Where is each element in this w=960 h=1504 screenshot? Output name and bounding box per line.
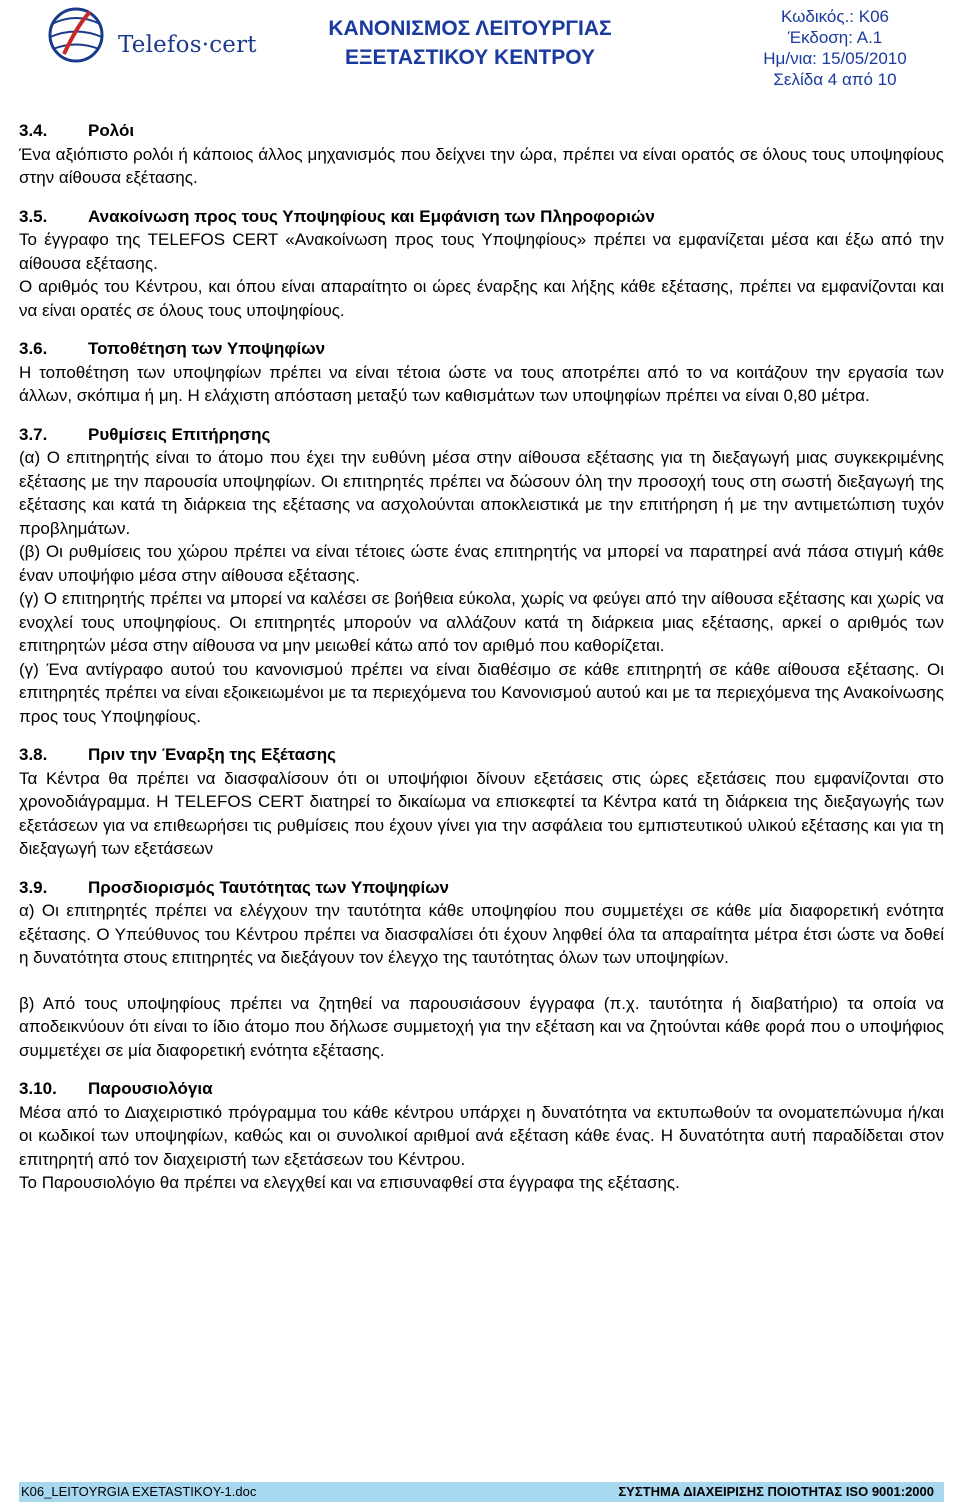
section-number: 3.8. bbox=[19, 745, 48, 764]
section-title: Προσδιορισμός Ταυτότητας των Υποψηφίων bbox=[88, 877, 450, 897]
paragraph: Το Παρουσιολόγιο θα πρέπει να ελεγχθεί και να επισυναφθεί στα έγγραφα της εξέτασης. bbox=[19, 1173, 680, 1192]
section-heading bbox=[19, 119, 944, 143]
section-heading bbox=[19, 337, 944, 361]
paragraph: (α) Ο επιτηρητής είναι το άτομο που έχει την ευθύνη μέσα στην αίθουσα εξέτασης για τη διεξαγωγή μιας συγκεκριμένης εξέτασης με την παρουσία υποψηφίων. Οι επιτηρητές πρέπει να δώσουν όλη την προσοχή τους στη σωστή διεξαγωγή της εξέτασης και κατά τη διάρκεια της εξέτασης να ασχολούνται αποκλειστικά με την επιτήρηση ή με την αντιμετώπιση τυχόν προβλημάτων. bbox=[19, 448, 944, 538]
paragraph: Ένα αξιόπιστο ρολόι ή κάποιος άλλος μηχανισμός που δείχνει την ώρα, πρέπει να είναι ορατός σε όλους τους υποψηφίους στην αίθουσα εξέτασης. bbox=[19, 144, 944, 187]
paragraph: Τα Κέντρα θα πρέπει να διασφαλίσουν ότι οι υποψήφιοι δίνουν εξετάσεις στις ώρες εξετάσεις που εμφανίζονται στο χρονοδιάγραμμα. Η TELEFOS CERT διατηρεί το δικαίωμα να επισκεφτεί τα Κέντρα κατά τη διάρκεια της διεξαγωγής των εξετάσεων για να επιθεωρήσει τις ρυθμίσεις που έχουν γίνει για την ασφάλεια του εμπιστευτικού υλικού εξέτασης και για τη διεξαγωγή των εξετάσεων bbox=[19, 768, 944, 858]
section-number: 3.10. bbox=[19, 1079, 57, 1098]
globe-logo-icon bbox=[38, 4, 118, 66]
section-number: 3.9. bbox=[19, 877, 48, 897]
section-title: Παρουσιολόγια bbox=[88, 1079, 213, 1098]
paragraph: α) Οι επιτηρητές πρέπει να ελέγχουν την ταυτότητα κάθε υποψηφίου που συμμετέχει σε κάθε μία διαφορετική ενότητα εξέτασης. Ο Υπεύθυνος του Κέντρου πρέπει να διασφαλίσει ότι έχουν ληφθεί όλα τα απαραίτητα μέτρα έτσι ώστε να δοθεί η δυνατότητα στους επιτηρητές να διεξάγουν τον έλεγχο της ταυτότητας όλων των υποψηφίων. bbox=[19, 901, 944, 967]
section-title: Ρυθμίσεις Επιτήρησης bbox=[88, 424, 271, 444]
logo-text: Telefos·cert bbox=[118, 32, 257, 58]
paragraph: β) Από τους υποψηφίους πρέπει να ζητηθεί να παρουσιάσουν έγγραφα (π.χ. ταυτότητα ή διαβατήριο) τα οποία να αποδεικνύουν ότι είναι το ίδιο άτομο που δήλωσε συμμετοχή για την εξέταση και να ζητούνται κάθε φορά που ο υποψήφιος συμμετέχει σε μία διαφορετική ενότητα εξέτασης. bbox=[19, 993, 944, 1060]
document-date: Ημ/νια: 15/05/2010 bbox=[763, 49, 907, 68]
document-edition: Έκδοση: Α.1 bbox=[787, 28, 883, 47]
section-3-10 bbox=[19, 1077, 944, 1195]
section-heading bbox=[19, 205, 944, 229]
paragraph: Το έγγραφο της TELEFOS CERT «Ανακοίνωση προς τους Υποψηφίους» πρέπει να εμφανίζεται μέσα και έξω από την αίθουσα εξέτασης. bbox=[19, 230, 944, 273]
paragraph: Μέσα από το Διαχειριστικό πρόγραμμα του κάθε κέντρου υπάρχει η δυνατότητα να εκτυπωθούν τα ονοματεπώνυμα ή/και οι κωδικοί των υποψηφίων, καθώς και οι συνολικοί αριθμοί ανά εξέταση κάθε ένας. Η δυνατότητα αυτή παραδίδεται στον επιτηρητή από τον διαχειριστή των εξετάσεων του Κέντρου. bbox=[19, 1102, 944, 1169]
page-number: Σελίδα 4 από 10 bbox=[773, 70, 897, 89]
section-heading bbox=[19, 743, 944, 767]
document-meta bbox=[720, 6, 950, 90]
telefos-cert-logo bbox=[38, 4, 257, 66]
section-heading bbox=[19, 876, 944, 900]
footer-filename: K06_LEITOYRGIA EXETASTIKOY-1.doc bbox=[21, 1484, 257, 1499]
section-number: 3.7. bbox=[19, 424, 48, 444]
section-heading bbox=[19, 1077, 944, 1101]
footer-system: ΣΥΣΤΗΜΑ ΔΙΑΧΕΙΡΙΣΗΣ ΠΟΙΟΤΗΤΑΣ ISO 9001:2000 bbox=[618, 1484, 934, 1499]
title-line-1: ΚΑΝΟΝΙΣΜΟΣ ΛΕΙΤΟΥΡΓΙΑΣ bbox=[328, 17, 612, 40]
page-header bbox=[0, 0, 960, 89]
section-3-8 bbox=[19, 743, 944, 861]
section-title: Ρολόι bbox=[88, 121, 135, 140]
page-footer bbox=[19, 1482, 944, 1502]
section-number: 3.4. bbox=[19, 121, 48, 140]
paragraph: (γ) Ένα αντίγραφο αυτού του κανονισμού πρέπει να είναι διαθέσιμο σε κάθε επιτηρητή σε κάθε αίθουσα εξέτασης. Οι επιτηρητές πρέπει να είναι εξοικειωμένοι με τα περιεχόμενα του Κανονισμού αυτού και με τα περιεχόμενα της Ανακοίνωσης προς τους Υποψηφίους. bbox=[19, 659, 944, 726]
document-title bbox=[300, 14, 640, 72]
paragraph: Ο αριθμός του Κέντρου, και όπου είναι απαραίτητο οι ώρες έναρξης και λήξης κάθε εξέτασης, πρέπει να εμφανίζονται και να είναι ορατές σε όλους τους υποψηφίους. bbox=[19, 277, 944, 320]
section-title: Ανακοίνωση προς τους Υποψηφίους και Εμφάνιση των Πληροφοριών bbox=[88, 206, 655, 226]
paragraph: (β) Οι ρυθμίσεις του χώρου πρέπει να είναι τέτοιες ώστε ένας επιτηρητής να μπορεί να παρατηρεί ανά πάσα στιγμή κάθε έναν υποψήφιο μέσα στην αίθουσα εξέτασης. bbox=[19, 542, 944, 585]
section-3-6 bbox=[19, 337, 944, 408]
section-title: Πριν την Έναρξη της Εξέτασης bbox=[88, 745, 336, 764]
section-3-4 bbox=[19, 119, 944, 190]
section-3-7 bbox=[19, 423, 944, 729]
section-title: Τοποθέτηση των Υποψηφίων bbox=[88, 339, 326, 358]
section-3-9 bbox=[19, 876, 944, 1063]
section-number: 3.6. bbox=[19, 339, 48, 358]
title-line-2: ΕΞΕΤΑΣΤΙΚΟΥ ΚΕΝΤΡΟΥ bbox=[345, 46, 595, 69]
section-3-5 bbox=[19, 205, 944, 323]
paragraph: (γ) Ο επιτηρητής πρέπει να μπορεί να καλέσει σε βοήθεια εύκολα, χωρίς να φεύγει από την αίθουσα εξέτασης και χωρίς να ενοχλεί τους υποψηφίους. Οι επιτηρητές μπορούν να αλλάζουν κατά τη διάρκεια μιας εξέτασης, αρκεί ο αριθμός των επιτηρητών μέσα στην αίθουσα να μην μειωθεί κάτω από τον αριθμό που καθορίζεται. bbox=[19, 589, 944, 655]
paragraph: Η τοποθέτηση των υποψηφίων πρέπει να είναι τέτοια ώστε να τους αποτρέπει από το να κοιτάζουν την εργασία των άλλων, σκόπιμα ή μη. Η ελάχιστη απόσταση μεταξύ των καθισμάτων των υποψηφίων πρέπει να είναι 0,80 μέτρα. bbox=[19, 362, 944, 405]
document-code: Κωδικός.: Κ06 bbox=[780, 7, 889, 26]
document-body bbox=[19, 119, 944, 1210]
section-number: 3.5. bbox=[19, 206, 48, 226]
section-heading bbox=[19, 423, 944, 447]
